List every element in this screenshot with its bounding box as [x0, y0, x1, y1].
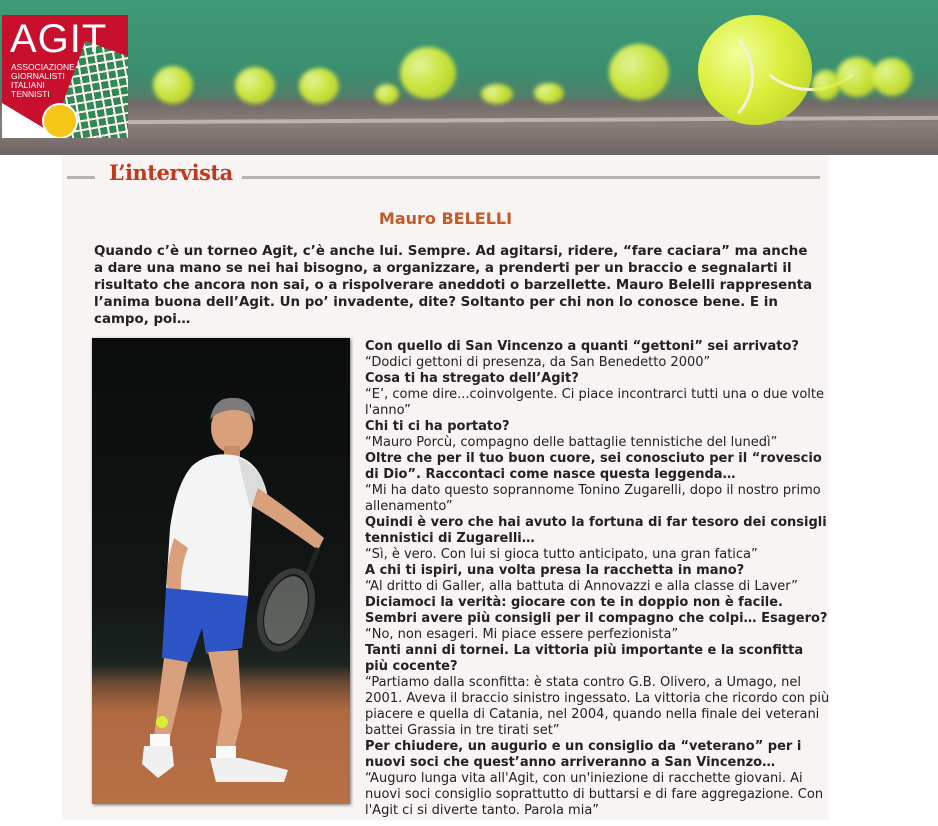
logo-ball-icon: [42, 103, 78, 138]
qa-item: [365, 339, 830, 371]
qa-item: [365, 515, 830, 563]
qa-list: [365, 339, 830, 819]
tennis-ball-icon: [698, 15, 812, 125]
question: Quindi è vero che hai avuto la fortuna di far tesoro dei consigli tennistici di Zugarelli…: [365, 515, 827, 546]
section-header: [62, 155, 829, 195]
answer: “Al dritto di Galler, alla battuta di Annovazzi e alla classe di Laver”: [365, 579, 798, 594]
tennis-ball-icon: [400, 47, 456, 99]
player-photo: [92, 338, 350, 804]
question: A chi ti ispiri, una volta presa la racchetta in mano?: [365, 563, 745, 578]
qa-item: [365, 451, 830, 515]
agit-logo[interactable]: [2, 15, 128, 138]
question: Chi ti ci ha portato?: [365, 419, 510, 434]
qa-item: [365, 371, 830, 419]
tennis-ball-icon: [534, 83, 564, 103]
answer: “Mauro Porcù, compagno delle battaglie tennistiche del lunedì”: [365, 435, 778, 450]
answer: “Dodici gettoni di presenza, da San Benedetto 2000”: [365, 355, 711, 370]
interview-article: [62, 155, 829, 820]
question: Tanti anni di tornei. La vittoria più importante e la sconfitta più cocente?: [365, 643, 804, 674]
answer: “Sì, è vero. Con lui si gioca tutto anticipato, una gran fatica”: [365, 547, 758, 562]
court-line: [120, 116, 938, 124]
intro-paragraph: Quando c’è un torneo Agit, c’è anche lui. Sempre. Ad agitarsi, ridere, “fare caciara” ma anche a dare una mano se nei hai bisogno, a organizzare, a prenderti per un braccio e segnalarti il risultato che ancora non sai, o a rispolverare aneddoti o barzellette. Mauro Belelli rappresenta l’anima buona dell’Agit. Un po’ invadente, dite? Soltanto per chi non lo conosce bene. E in campo, poi…: [94, 244, 813, 327]
header-banner: [0, 0, 938, 155]
question: Oltre che per il tuo buon cuore, sei conosciuto per il “rovescio di Dio”. Raccontaci come nasce questa leggenda…: [365, 451, 822, 482]
question: Con quello di San Vincenzo a quanti “gettoni” sei arrivato?: [365, 339, 799, 354]
divider: [67, 176, 95, 179]
answer: “No, non esageri. Mi piace essere perfezionista”: [365, 627, 679, 642]
qa-item: [365, 643, 830, 739]
tennis-ball-icon: [299, 68, 339, 104]
answer: “E’, come dire...coinvolgente. Ci piace incontrarci tutti una o due volte l'anno”: [365, 387, 825, 418]
tennis-ball-icon: [481, 84, 513, 104]
tennis-ball-icon: [235, 67, 275, 104]
interviewee-name: Mauro BELELLI: [378, 209, 513, 228]
qa-item: [365, 595, 830, 643]
section-title: L’intervista: [109, 160, 233, 185]
question: Per chiudere, un augurio e un consiglio da “veterano” per i nuovi soci che quest’anno arriveranno a San Vincenzo…: [365, 739, 802, 770]
answer: “Mi ha dato questo soprannome Tonino Zugarelli, dopo il nostro primo allenamento”: [365, 483, 821, 514]
question: Cosa ti ha stregato dell’Agit?: [365, 371, 579, 386]
player-illustration: [92, 338, 350, 804]
logo-title: AGIT: [10, 17, 108, 61]
qa-item: [365, 563, 830, 595]
qa-item: [365, 419, 830, 451]
tennis-ball-icon: [872, 58, 912, 96]
question: Diciamoci la verità: giocare con te in doppio non è facile. Sembri avere più consigli per il compagno che colpi… Esagero?: [365, 595, 828, 626]
divider: [242, 176, 820, 179]
logo-subtitle: ASSOCIAZIONE GIORNALISTI ITALIANI TENNISTI: [11, 62, 75, 99]
answer: “Partiamo dalla sconfitta: è stata contro G.B. Olivero, a Umago, nel 2001. Aveva il braccio sinistro ingessato. La vittoria che ricordo con più piacere e quella di Catania, nel 2004, quando nella finale dei veterani battei Grassia in tre tirati set”: [365, 675, 830, 738]
tennis-ball-icon: [375, 84, 399, 104]
qa-item: [365, 739, 830, 819]
tennis-ball-icon: [153, 66, 193, 104]
answer: “Auguro lunga vita all'Agit, con un'iniezione di racchette giovani. Ai nuovi soci consiglio soprattutto di buttarsi e di fare aggregazione. Con l'Agit ci si diverte tanto. Parola mia”: [365, 771, 824, 818]
